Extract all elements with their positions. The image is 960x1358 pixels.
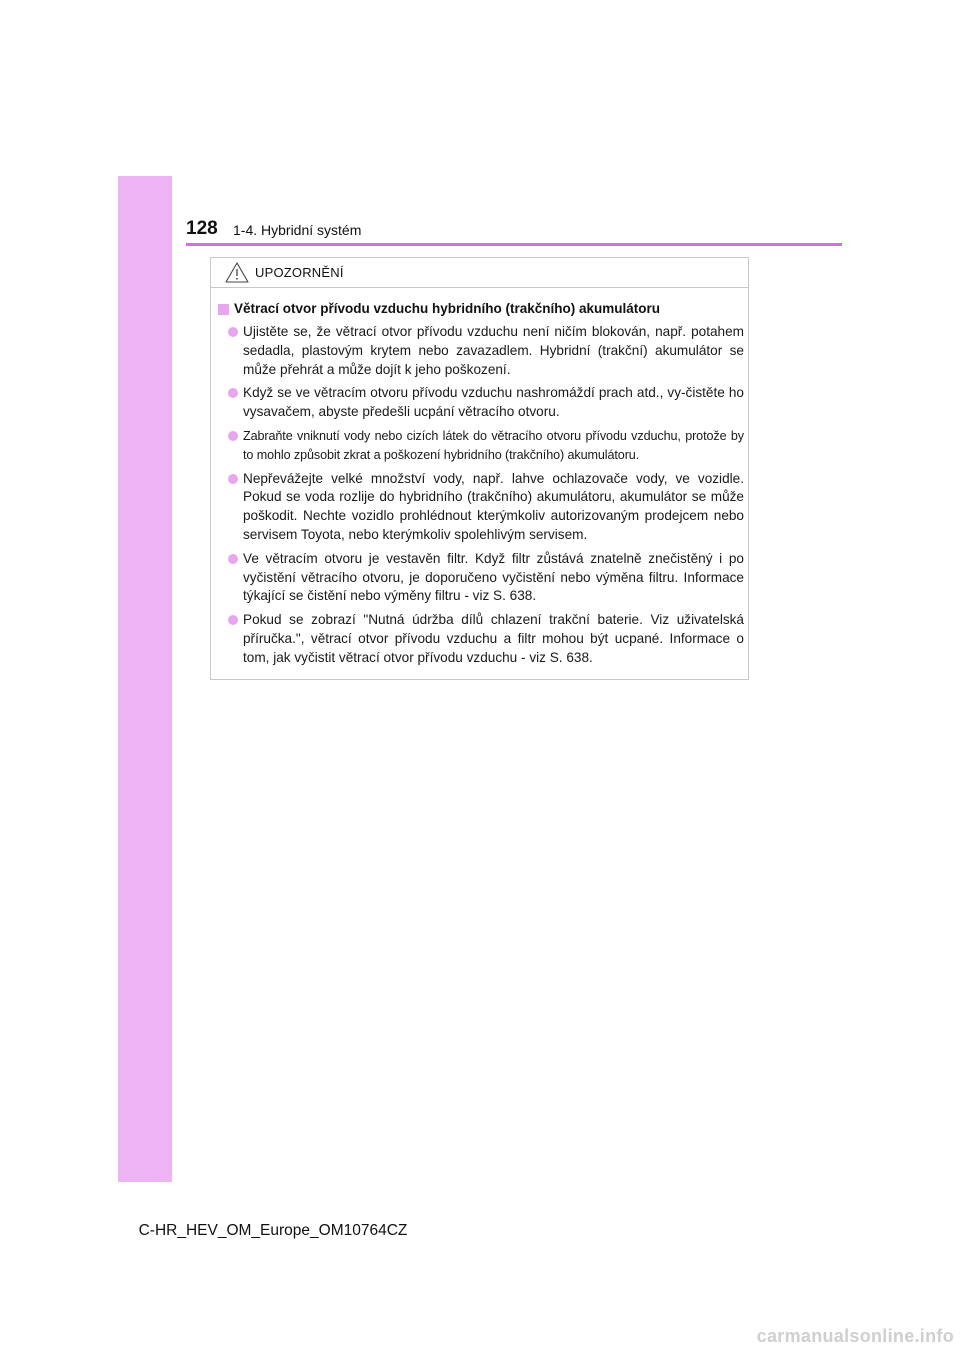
document-code: C-HR_HEV_OM_Europe_OM10764CZ bbox=[138, 1222, 408, 1239]
list-item-text: Zabraňte vniknutí vody nebo cizích látek do větracího otvoru přívodu vzduchu, protože by to mohlo způsobit zkrat a poškození hybridního (trakčního) akumulátoru. bbox=[243, 428, 744, 462]
warning-label: UPOZORNĚNÍ bbox=[255, 265, 344, 280]
list-item-text: Nepřevážejte velké množství vody, např. lahve ochlazovače vody, ve vozidle. Pokud se voda rozlije do hybridního (trakčního) akumulátoru, akumulátor se může poškodit. Nechte vozidlo prohlédnout kterýmkoliv autorizovaným prodejcem nebo servisem Toyota, nebo kterýmkoliv spolehlivým servisem. bbox=[243, 470, 744, 542]
list-item bbox=[218, 323, 744, 379]
list-item-text: Ujistěte se, že větrací otvor přívodu vzduchu není ničím blokován, např. potahem sedadla, plastovým krytem nebo zavazadlem. Hybridní (trakční) akumulátor se může přehrát a může dojít k jeho poškození. bbox=[243, 324, 744, 377]
section-title: 1-4. Hybridní systém bbox=[233, 222, 362, 238]
warning-list bbox=[218, 323, 744, 668]
circle-bullet-icon bbox=[228, 615, 238, 625]
circle-bullet-icon bbox=[228, 388, 238, 398]
watermark[interactable]: carmanualsonline.info bbox=[756, 1326, 954, 1346]
list-item bbox=[218, 550, 744, 606]
list-item-text: Když se ve větracím otvoru přívodu vzduchu nashromáždí prach atd., vy-čistěte ho vysavačem, abyste předešli ucpání větracího otvoru. bbox=[243, 385, 744, 420]
circle-bullet-icon bbox=[228, 431, 238, 441]
side-color-band bbox=[118, 176, 172, 1182]
list-item bbox=[218, 384, 744, 422]
list-item-text: Pokud se zobrazí "Nutná údržba dílů chlazení trakční baterie. Viz uživatelská příručka.", větrací otvor přívodu vzduchu a filtr mohou být ucpané. Informace o tom, jak vyčistit větrací otvor přívodu vzduchu - viz S. 638. bbox=[243, 612, 744, 665]
page-header bbox=[186, 214, 846, 246]
circle-bullet-icon bbox=[228, 474, 238, 484]
warning-box bbox=[210, 257, 749, 680]
list-item bbox=[218, 470, 744, 545]
warning-header bbox=[211, 258, 748, 288]
page-number: 128 bbox=[186, 218, 218, 239]
warning-body bbox=[218, 300, 744, 673]
list-item bbox=[218, 427, 744, 465]
list-item bbox=[218, 611, 744, 667]
list-item-text: Ve větracím otvoru je vestavěn filtr. Když filtr zůstává znatelně znečistěný i po vyčistění větracího otvoru, je doporučeno vyčistění nebo výměna filtru. Informace týkající se čistění nebo výměny filtru - viz S. 638. bbox=[243, 550, 744, 604]
circle-bullet-icon bbox=[228, 554, 238, 564]
warning-heading bbox=[218, 300, 744, 318]
warning-heading-text: Větrací otvor přívodu vzduchu hybridního (trakčního) akumulátoru bbox=[234, 301, 661, 316]
warning-triangle-icon bbox=[225, 262, 249, 283]
header-rule bbox=[186, 243, 842, 246]
square-bullet-icon bbox=[218, 304, 229, 315]
circle-bullet-icon bbox=[228, 327, 238, 337]
